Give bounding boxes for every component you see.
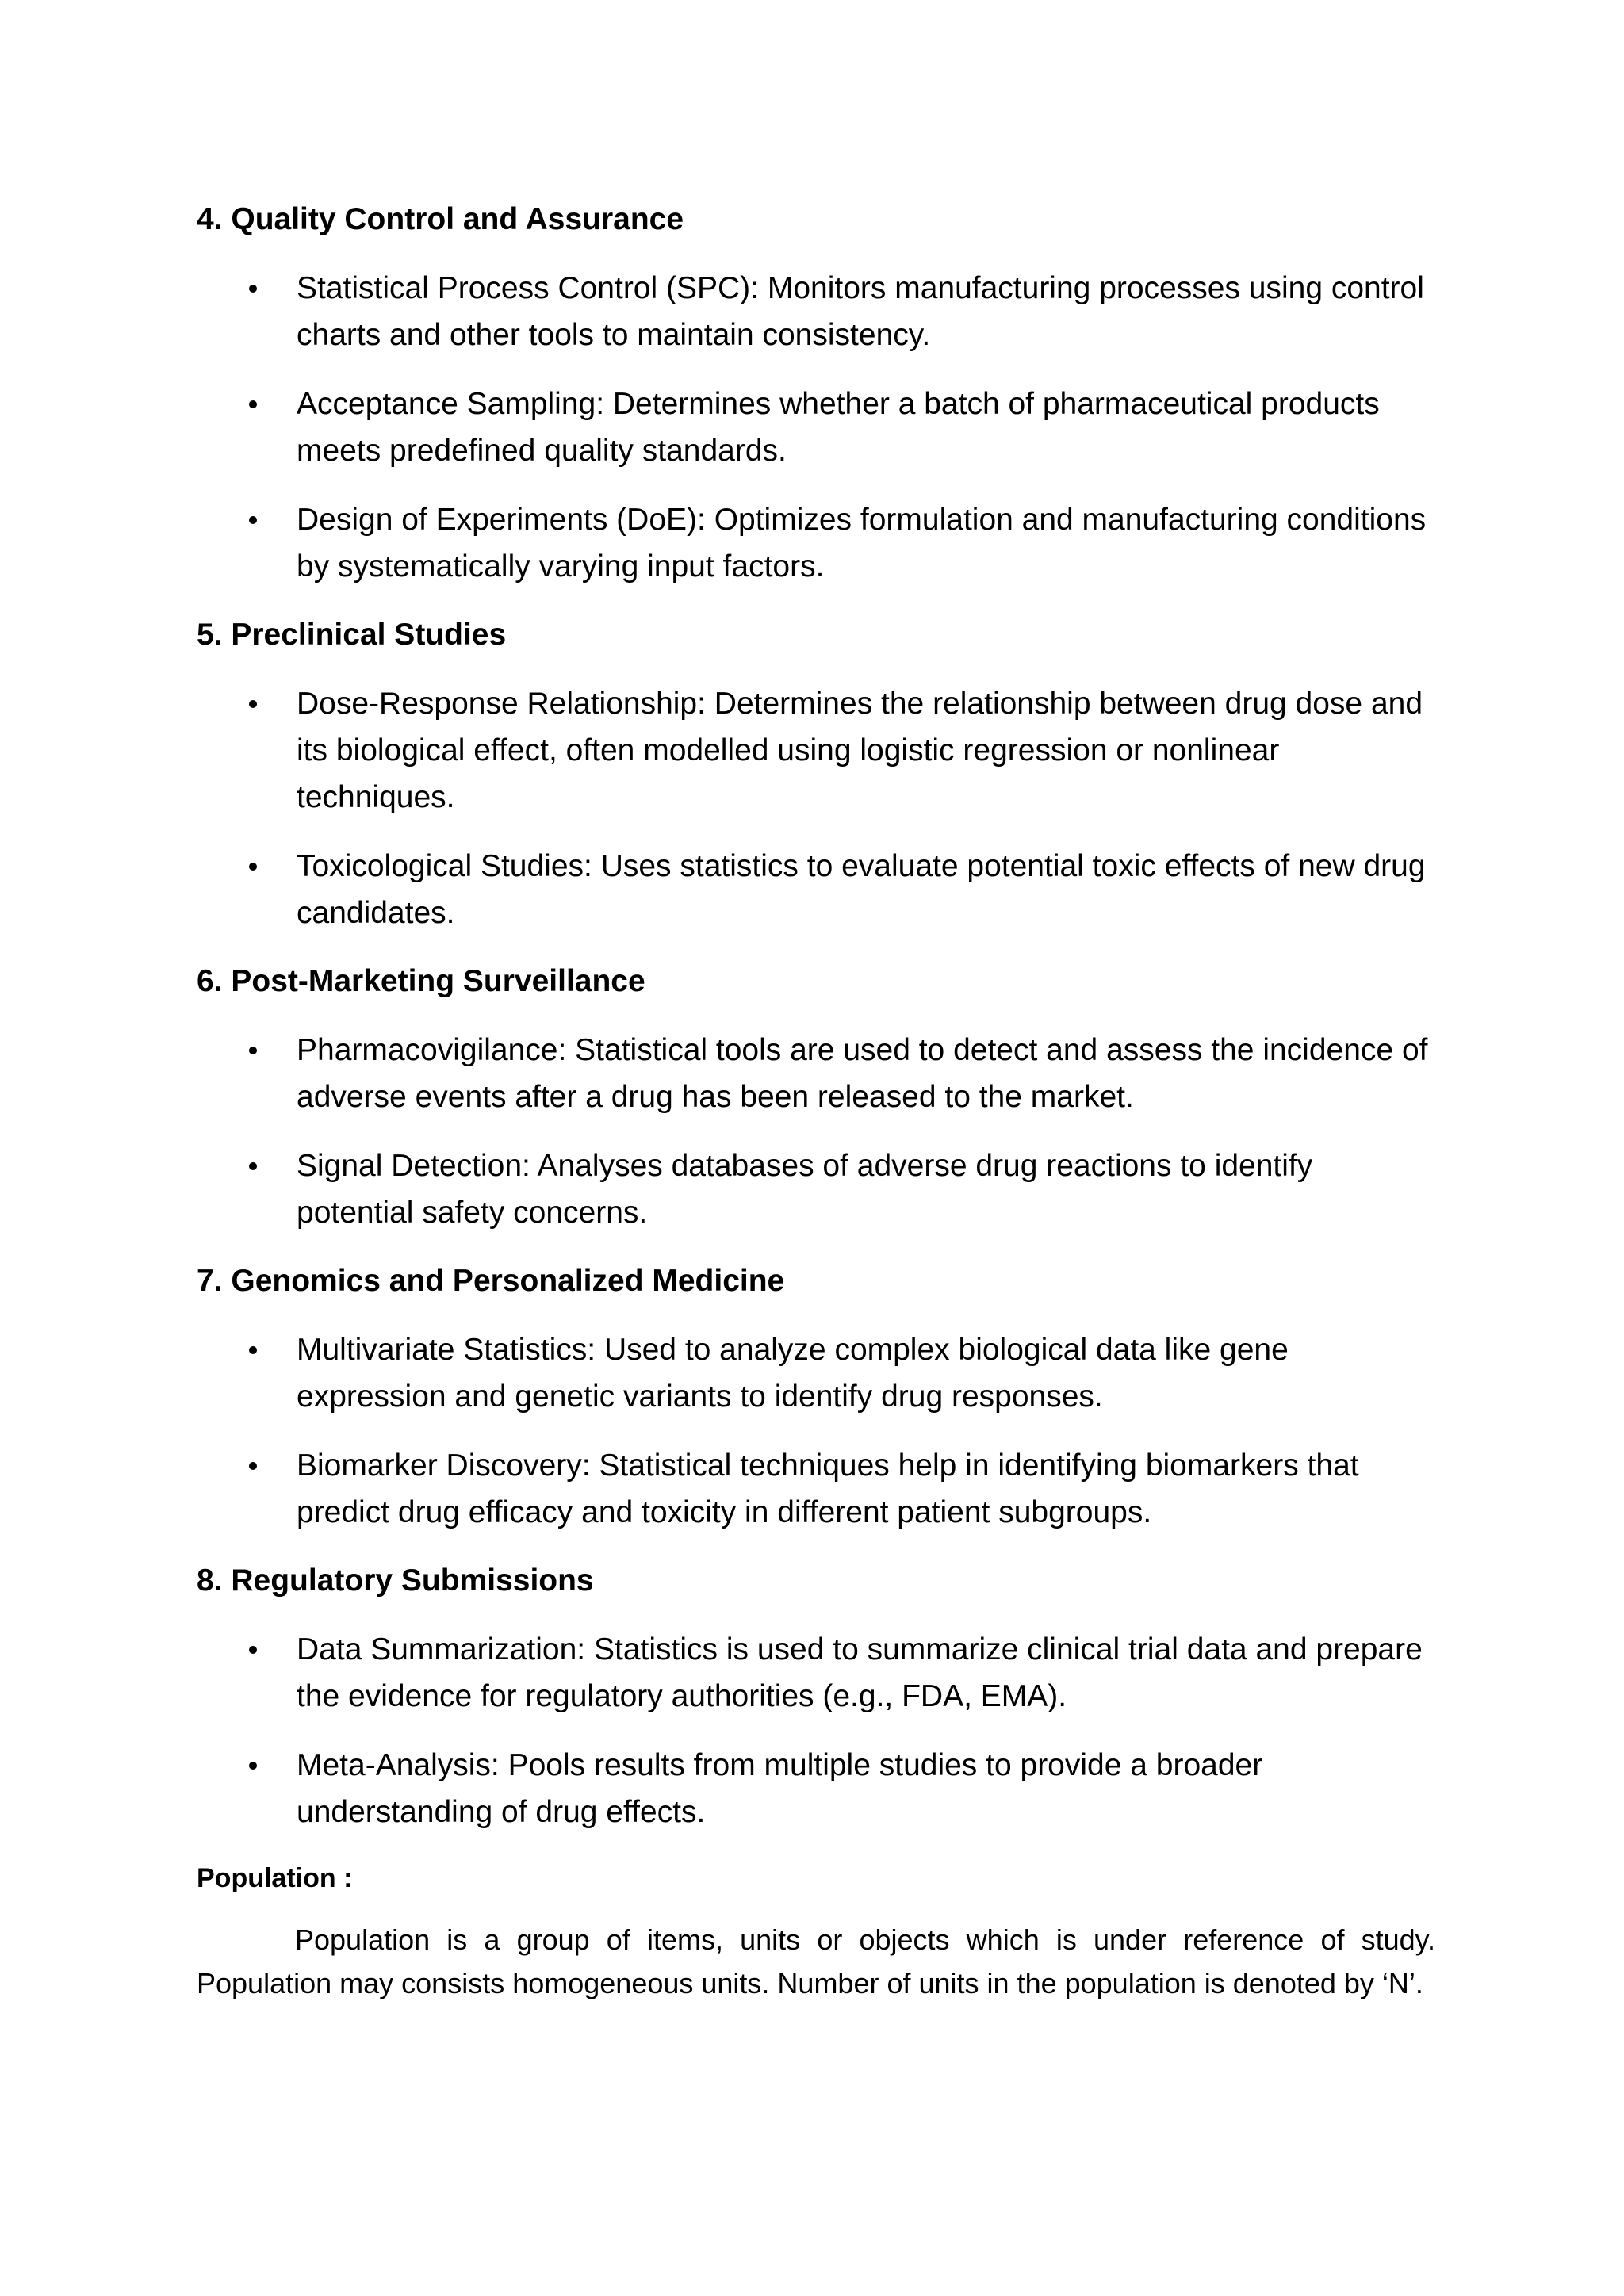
bullet-icon	[249, 1346, 257, 1354]
list-item-text: Meta-Analysis: Pools results from multiple studies to provide a broader understanding of drug effects.	[297, 1748, 1263, 1829]
bullet-list	[197, 265, 1435, 590]
bullet-icon	[249, 516, 257, 524]
list-item	[197, 381, 1435, 474]
list-item	[197, 843, 1435, 936]
bullet-icon	[249, 285, 257, 293]
section-quality-control	[197, 197, 1435, 590]
list-item-text: Acceptance Sampling: Determines whether a batch of pharmaceutical products meets predefined quality standards.	[297, 387, 1380, 468]
section-heading: 7. Genomics and Personalized Medicine	[197, 1264, 785, 1298]
bullet-icon	[249, 1162, 257, 1170]
list-item-text: Design of Experiments (DoE): Optimizes formulation and manufacturing conditions by systematically varying input factors.	[297, 503, 1427, 584]
bullet-icon	[249, 700, 257, 708]
list-item	[197, 265, 1435, 358]
section-preclinical-studies	[197, 612, 1435, 936]
section-genomics	[197, 1258, 1435, 1536]
list-item	[197, 1442, 1435, 1536]
list-item	[197, 1326, 1435, 1420]
bullet-icon	[249, 1762, 257, 1770]
list-item	[197, 680, 1435, 821]
population-heading: Population :	[197, 1863, 353, 1893]
bullet-icon	[249, 400, 257, 408]
population-paragraph: Population is a group of items, units or objects which is under reference of study. Population may consists homogeneous units. Number of units in the population is denoted by ‘N’.	[197, 1923, 1435, 1999]
bullet-list	[197, 1626, 1435, 1835]
list-item	[197, 1027, 1435, 1120]
section-heading: 8. Regulatory Submissions	[197, 1563, 594, 1598]
bullet-icon	[249, 1646, 257, 1654]
bullet-list	[197, 1326, 1435, 1536]
section-post-marketing-surveillance	[197, 959, 1435, 1236]
list-item-text: Statistical Process Control (SPC): Monitors manufacturing processes using control charts and other tools to maintain consistency.	[297, 271, 1424, 352]
list-item-text: Toxicological Studies: Uses statistics to evaluate potential toxic effects of new drug candidates.	[297, 849, 1426, 930]
section-heading: 6. Post-Marketing Surveillance	[197, 964, 645, 998]
list-item-text: Dose-Response Relationship: Determines the relationship between drug dose and its biological effect, often modelled using logistic regression or nonlinear techniques.	[297, 687, 1423, 814]
list-item-text: Signal Detection: Analyses databases of adverse drug reactions to identify potential safety concerns.	[297, 1149, 1313, 1230]
list-item-text: Biomarker Discovery: Statistical techniques help in identifying biomarkers that predict drug efficacy and toxicity in different patient subgroups.	[297, 1448, 1359, 1529]
bullet-list	[197, 680, 1435, 936]
section-regulatory-submissions	[197, 1558, 1435, 1835]
population-section	[197, 1858, 1435, 2005]
section-heading: 5. Preclinical Studies	[197, 618, 507, 652]
list-item	[197, 1742, 1435, 1835]
list-item	[197, 496, 1435, 590]
list-item	[197, 1142, 1435, 1236]
list-item-text: Data Summarization: Statistics is used to summarize clinical trial data and prepare the evidence for regulatory authorities (e.g., FDA, EMA).	[297, 1632, 1423, 1713]
document-page	[197, 197, 1435, 2005]
list-item-text: Multivariate Statistics: Used to analyze complex biological data like gene expression and genetic variants to identify drug responses.	[297, 1333, 1289, 1414]
list-item	[197, 1626, 1435, 1720]
section-heading: 4. Quality Control and Assurance	[197, 202, 684, 236]
bullet-icon	[249, 1047, 257, 1054]
list-item-text: Pharmacovigilance: Statistical tools are used to detect and assess the incidence of adverse events after a drug has been released to the market.	[297, 1033, 1428, 1114]
bullet-icon	[249, 863, 257, 871]
bullet-list	[197, 1027, 1435, 1236]
bullet-icon	[249, 1462, 257, 1470]
